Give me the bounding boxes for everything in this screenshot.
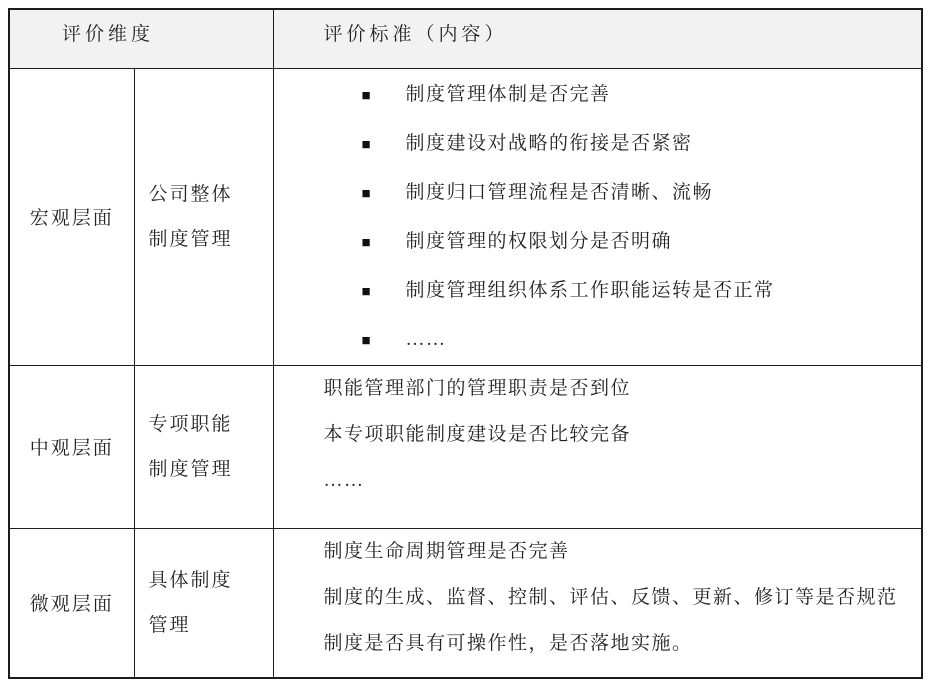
- scope-line: 管理: [148, 614, 191, 636]
- table-header-row: [9, 9, 922, 68]
- criteria-cell-macro: [273, 68, 922, 365]
- criteria-text-line: 制度是否具有可操作性，是否落地实施。: [323, 632, 693, 654]
- criteria-text: 制度归口管理流程是否清晰、流畅: [405, 181, 714, 203]
- scope-cell-macro: [134, 68, 273, 365]
- header-dimension-label: 评价维度: [62, 24, 155, 45]
- criteria-text: 制度管理体制是否完善: [405, 83, 611, 105]
- criteria-bullet-item: [274, 267, 922, 316]
- table-row-micro: [9, 528, 922, 678]
- criteria-bullet-item: [274, 316, 922, 365]
- bullet-square-icon: ■: [361, 185, 371, 202]
- bullet-square-icon: ■: [361, 332, 371, 349]
- criteria-cell-meso: [273, 365, 922, 528]
- level-label: 微观层面: [29, 594, 114, 616]
- criteria-text-line: 职能管理部门的管理职责是否到位: [323, 377, 632, 399]
- table-row-meso: [9, 365, 922, 528]
- scope-line: 制度管理: [148, 458, 233, 480]
- header-cell-dimension: [9, 9, 273, 68]
- level-cell-meso: [9, 365, 134, 528]
- level-cell-micro: [9, 528, 134, 678]
- criteria-text-line: ……: [323, 469, 365, 491]
- scope-line: 专项职能: [148, 413, 233, 435]
- scope-line: 具体制度: [148, 569, 233, 591]
- level-label: 中观层面: [29, 438, 114, 459]
- scope-line: 公司整体: [148, 183, 233, 205]
- criteria-bullet-item: [274, 71, 922, 120]
- scope-cell-micro: [134, 528, 273, 678]
- evaluation-table: [8, 8, 923, 679]
- bullet-square-icon: ■: [361, 283, 371, 300]
- criteria-bullet-item: [274, 169, 922, 218]
- criteria-text: 制度管理组织体系工作职能运转是否正常: [405, 279, 775, 301]
- criteria-text: 制度管理的权限划分是否明确: [405, 230, 673, 252]
- criteria-text-line: 制度的生成、监督、控制、评估、反馈、更新、修订等是否规范: [323, 586, 898, 608]
- header-standard-label: 评价标准（内容）: [323, 24, 508, 45]
- scope-line: 制度管理: [148, 228, 233, 250]
- criteria-text: ……: [405, 328, 447, 350]
- table-row-macro: [9, 68, 922, 365]
- criteria-text-line: 制度生命周期管理是否完善: [323, 540, 570, 562]
- criteria-bullet-item: [274, 218, 922, 267]
- bullet-square-icon: ■: [361, 87, 371, 104]
- level-label: 宏观层面: [29, 208, 114, 229]
- bullet-square-icon: ■: [361, 136, 371, 153]
- criteria-bullet-item: [274, 120, 922, 169]
- level-cell-macro: [9, 68, 134, 365]
- bullet-square-icon: ■: [361, 234, 371, 251]
- criteria-text-line: 本专项职能制度建设是否比较完备: [323, 423, 632, 445]
- criteria-text: 制度建设对战略的衔接是否紧密: [405, 132, 693, 154]
- scope-cell-meso: [134, 365, 273, 528]
- header-cell-standard: [273, 9, 922, 68]
- criteria-cell-micro: [273, 528, 922, 678]
